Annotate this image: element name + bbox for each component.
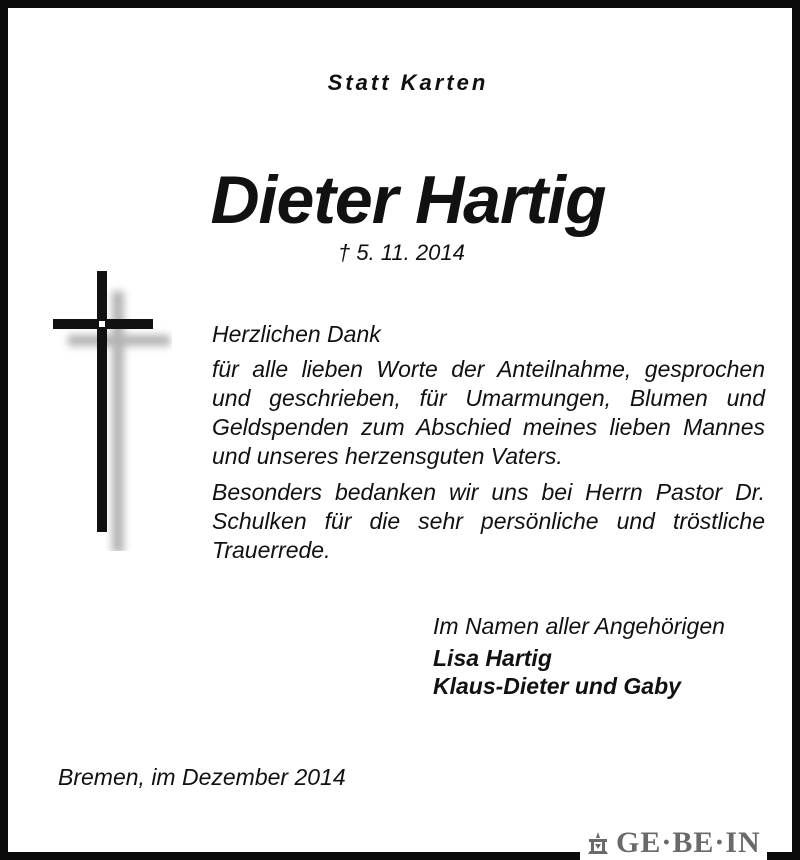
thanks-paragraph: für alle lieben Worte der Anteilnahme, gesprochen und geschrieben, für Umarmungen, Blumen und Geldspenden zum Abschied meines lieben Mannes und unseres herzensguten Vaters. — [212, 356, 765, 469]
greeting: Herzlichen Dank — [212, 321, 381, 347]
deceased-name: Dieter Hartig — [210, 162, 606, 238]
publisher-logo — [580, 826, 767, 860]
signature-block — [433, 612, 773, 700]
special-thanks-paragraph: Besonders bedanken wir uns bei Herrn Pastor Dr. Schulken für die sehr persönliche und tröstliche Trauerrede. — [212, 479, 765, 563]
notice-body — [212, 320, 765, 565]
place-date: Bremen, im Dezember 2014 — [58, 764, 346, 790]
notice-header: Statt Karten — [327, 70, 489, 95]
logo-text: GE·BE·IN — [616, 826, 761, 859]
signatory-name: Lisa Hartig — [433, 645, 552, 671]
signatory-name: Klaus-Dieter und Gaby — [433, 673, 681, 699]
gebein-logo-icon — [586, 830, 610, 856]
cross-icon — [52, 271, 172, 551]
signature-intro: Im Namen aller Angehörigen — [433, 613, 725, 639]
death-date: † 5. 11. 2014 — [338, 240, 465, 265]
